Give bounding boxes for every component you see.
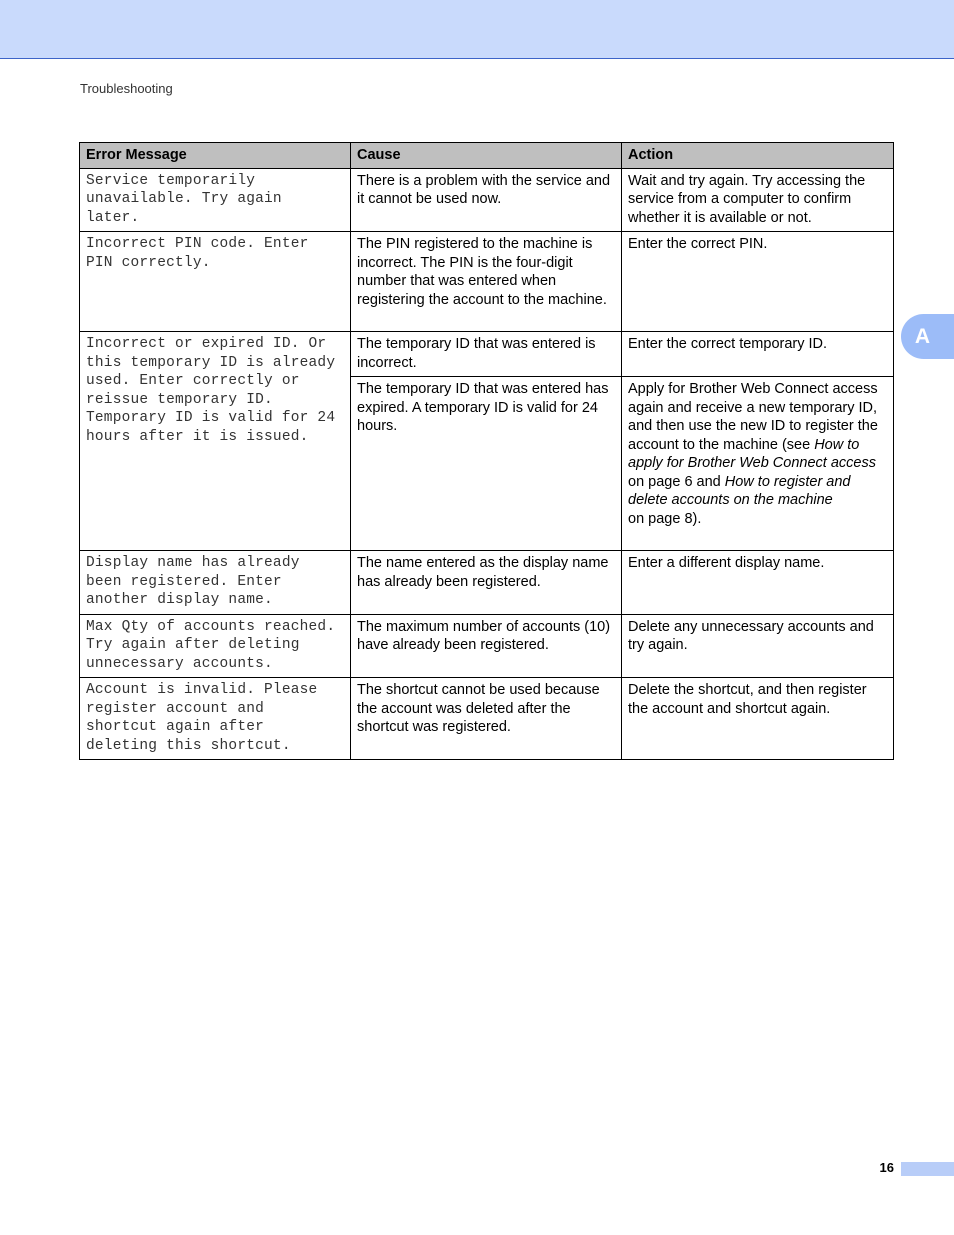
column-header-error-message: Error Message <box>80 143 351 169</box>
error-message-cell: Account is invalid. Please register account and shortcut again after deleting this shortcut. <box>80 678 351 760</box>
action-cell: Enter a different display name. <box>622 551 894 615</box>
action-cell: Wait and try again. Try accessing the service from a computer to confirm whether it is available or not. <box>622 168 894 232</box>
error-message-cell: Service temporarily unavailable. Try again later. <box>80 168 351 232</box>
error-message-cell: Display name has already been registered. Enter another display name. <box>80 551 351 615</box>
action-cell: Enter the correct temporary ID. <box>622 332 894 377</box>
page-number-tab <box>901 1162 954 1176</box>
appendix-tab-label: A <box>914 324 931 348</box>
action-text: Apply for Brother Web Connect access again and receive a new temporary ID, and then use the new ID to register the account to the machine (see <box>628 381 878 453</box>
cause-cell: The temporary ID that was entered is incorrect. <box>351 332 622 377</box>
table-header-row <box>80 143 894 169</box>
action-cell: Delete any unnecessary accounts and try again. <box>622 614 894 678</box>
cause-cell: The name entered as the display name has already been registered. <box>351 551 622 615</box>
cause-cell: The PIN registered to the machine is incorrect. The PIN is the four-digit number that was entered when registering the account to the machine. <box>351 232 622 332</box>
action-cell: Delete the shortcut, and then register the account and shortcut again. <box>622 678 894 760</box>
table-row <box>80 332 894 377</box>
column-header-cause: Cause <box>351 143 622 169</box>
action-text: on page 6 and <box>628 473 725 490</box>
table-row <box>80 232 894 332</box>
reference-link-apply-access[interactable]: How to apply for Brother Web Connect access <box>628 436 876 471</box>
table-row <box>80 678 894 760</box>
table-row <box>80 168 894 232</box>
reference-link-register-accounts[interactable]: How to register and delete accounts on the machine <box>628 473 851 508</box>
header-band <box>0 0 954 59</box>
cause-cell: There is a problem with the service and it cannot be used now. <box>351 168 622 232</box>
error-table <box>79 142 894 760</box>
table-row <box>80 614 894 678</box>
cause-cell: The temporary ID that was entered has expired. A temporary ID is valid for 24 hours. <box>351 377 622 551</box>
error-message-cell: Incorrect or expired ID. Or this temporary ID is already used. Enter correctly or reissue temporary ID. Temporary ID is valid for 24 hours after it is issued. <box>80 332 351 551</box>
cause-cell: The maximum number of accounts (10) have already been registered. <box>351 614 622 678</box>
action-text: on page 8). <box>628 510 702 527</box>
section-title: Troubleshooting <box>80 81 173 96</box>
action-cell: Enter the correct PIN. <box>622 232 894 332</box>
error-message-cell: Max Qty of accounts reached. Try again after deleting unnecessary accounts. <box>80 614 351 678</box>
action-cell <box>622 377 894 551</box>
page-number: 16 <box>879 1160 894 1175</box>
table-row <box>80 551 894 615</box>
column-header-action: Action <box>622 143 894 169</box>
error-message-cell: Incorrect PIN code. Enter PIN correctly. <box>80 232 351 332</box>
cause-cell: The shortcut cannot be used because the account was deleted after the shortcut was registered. <box>351 678 622 760</box>
appendix-tab[interactable] <box>901 314 954 359</box>
